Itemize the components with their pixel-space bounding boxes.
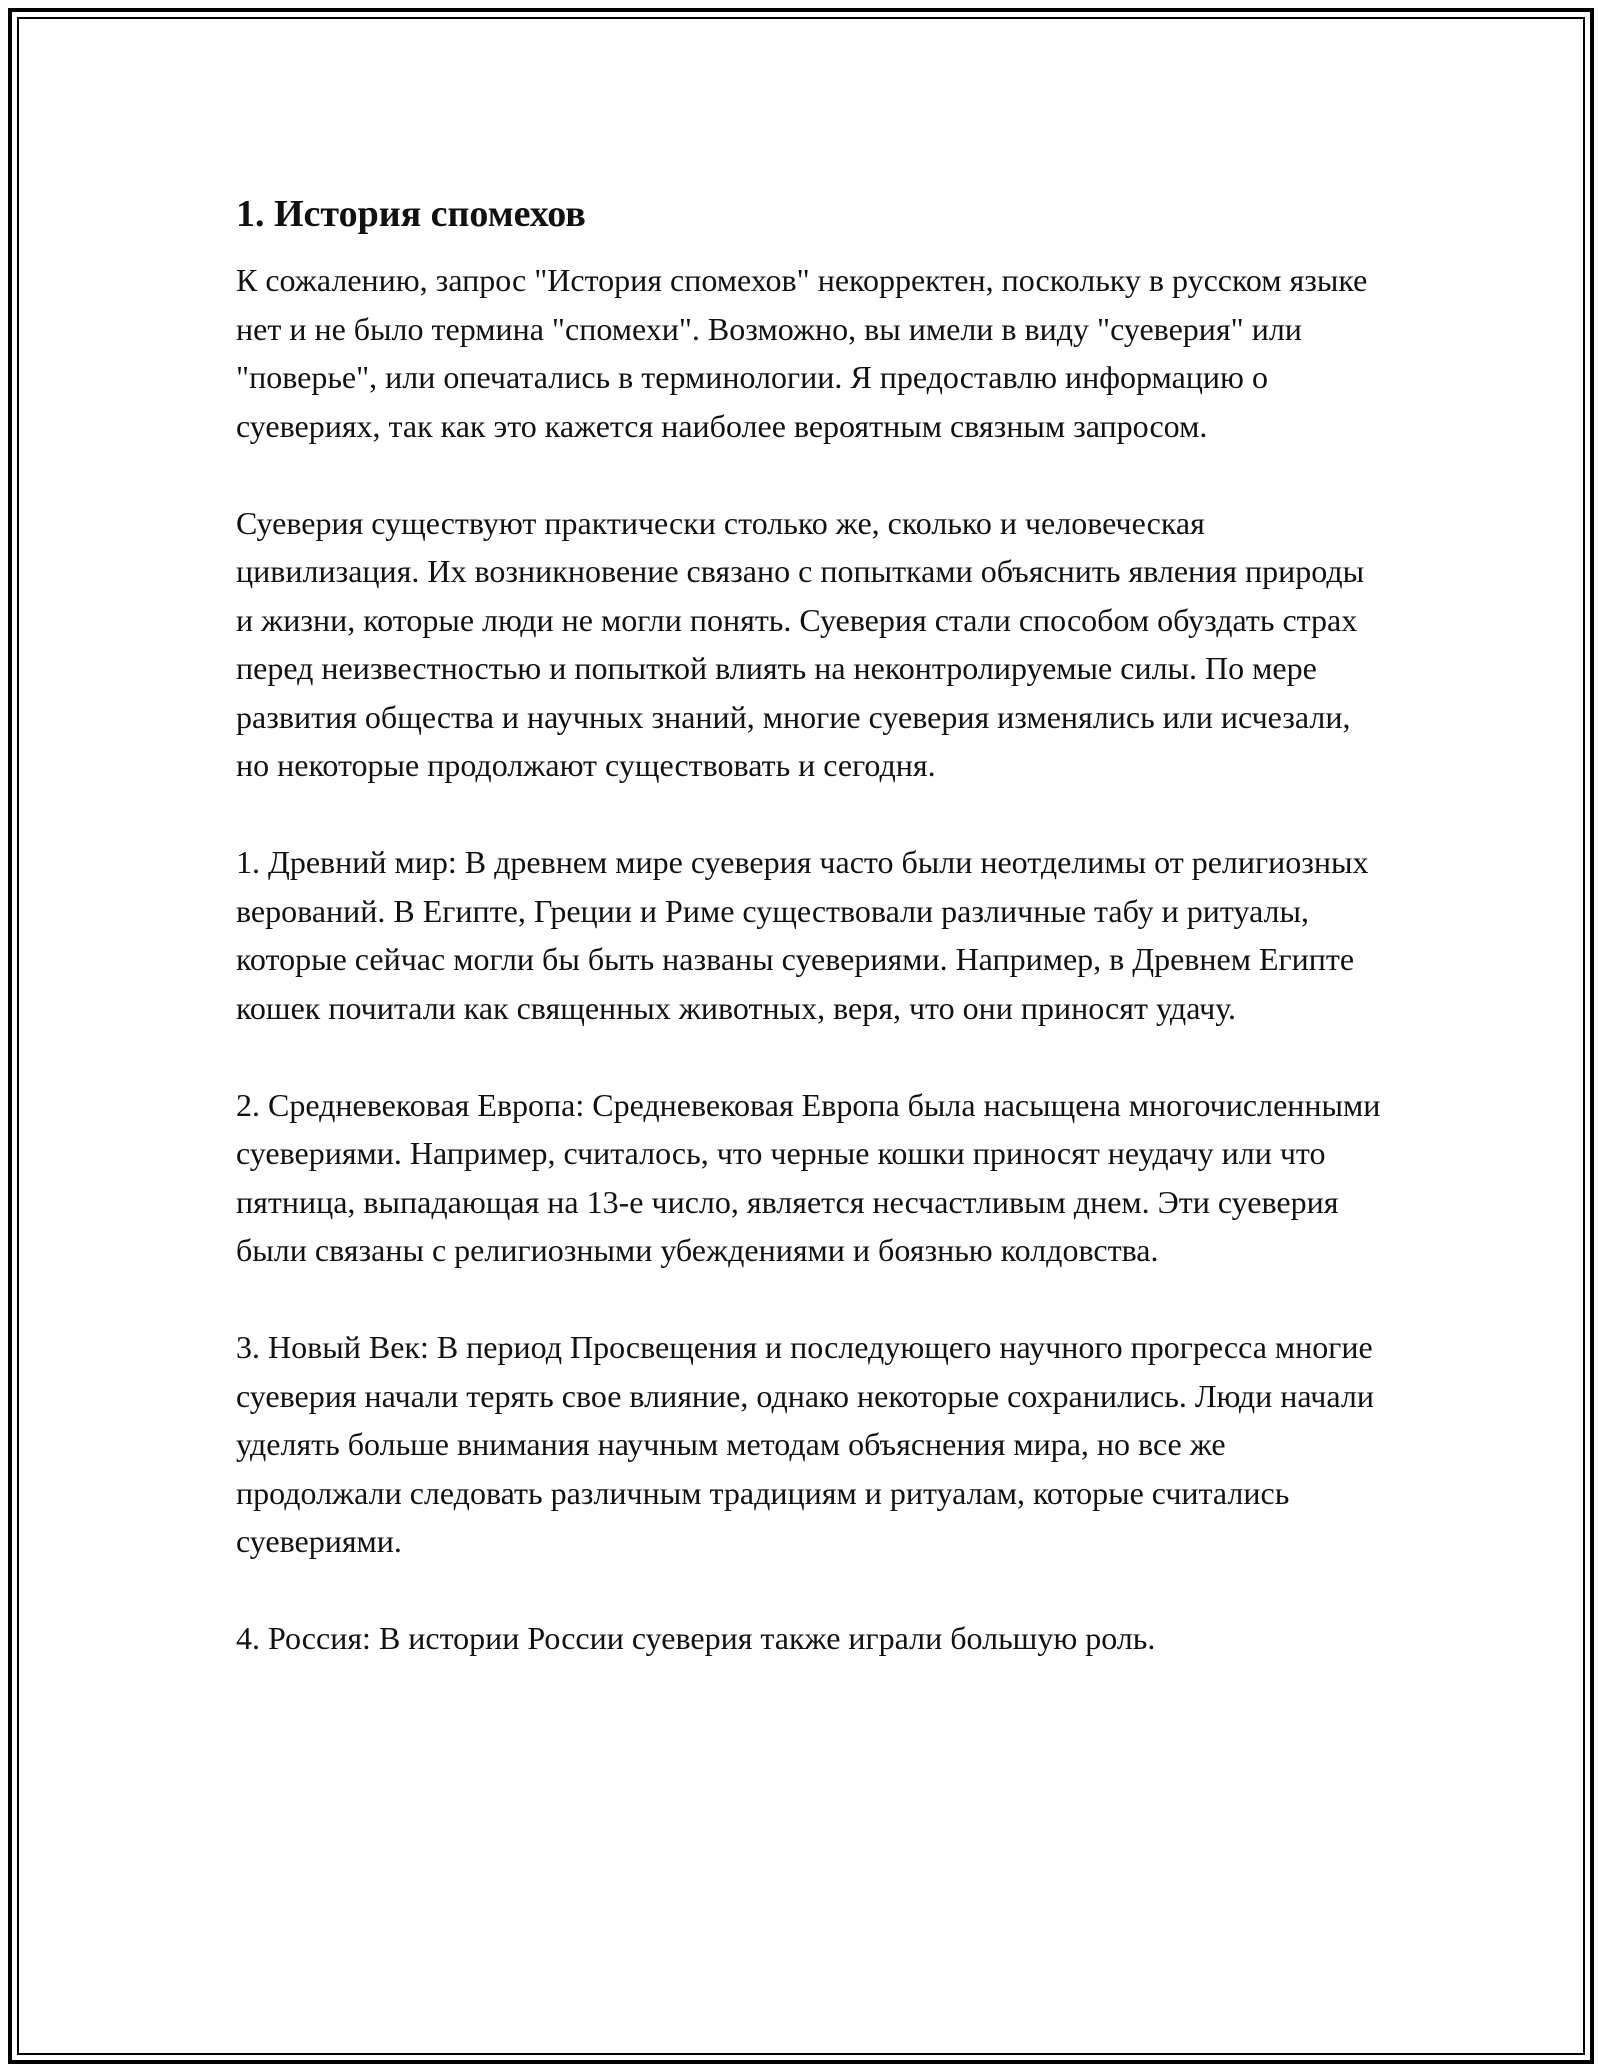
paragraph-new-age: 3. Новый Век: В период Просвещения и последующего научного прогресса многие суеверия начали терять свое влияние, однако некоторые сохранились. Люди начали уделять больше внимания научным методам объяснения мира, но все же продолжали следовать различным традициям и ритуалам, которые считались суевериями. (236, 1329, 1374, 1559)
paragraph-russia: 4. Россия: В истории России суеверия также играли большую роль. (236, 1620, 1156, 1656)
document-title: 1. История спомехов (236, 193, 586, 235)
paragraph-ancient-world: 1. Древний мир: В древнем мире суеверия часто были неотделимы от религиозных верований. В Египте, Греции и Риме существовали различные табу и ритуалы, которые сейчас могли бы быть названы суевериями. Например, в Древнем Египте кошек почитали как священных животных, веря, что они приносят удачу. (236, 844, 1369, 1026)
paragraph-intro: К сожалению, запрос "История спомехов" некорректен, поскольку в русском языке нет и не было термина "спомехи". Возможно, вы имели в виду "суеверия" или "поверье", или опечатались в терминологии. Я предоставлю информацию о суевериях, так как это кажется наиболее вероятным связным запросом. (236, 262, 1368, 444)
paragraph-overview: Суеверия существуют практически столько же, сколько и человеческая цивилизация. Их возникновение связано с попытками объяснить явления природы и жизни, которые люди не могли понять. Суеверия стали способом обуздать страх перед неизвестностью и попыткой влиять на неконтролируемые силы. По мере развития общества и научных знаний, многие суеверия изменялись или исчезали, но некоторые продолжают существовать и сегодня. (236, 504, 1365, 783)
document-body (236, 186, 1386, 1663)
paragraph-medieval-europe: 2. Средневековая Европа: Средневековая Европа была насыщена многочисленными суевериями. Например, считалось, что черные кошки приносят неудачу или что пятница, выпадающая на 13-е число, является несчастливым днем. Эти суеверия были связаны с религиозными убеждениями и боязнью колдовства. (236, 1086, 1381, 1268)
